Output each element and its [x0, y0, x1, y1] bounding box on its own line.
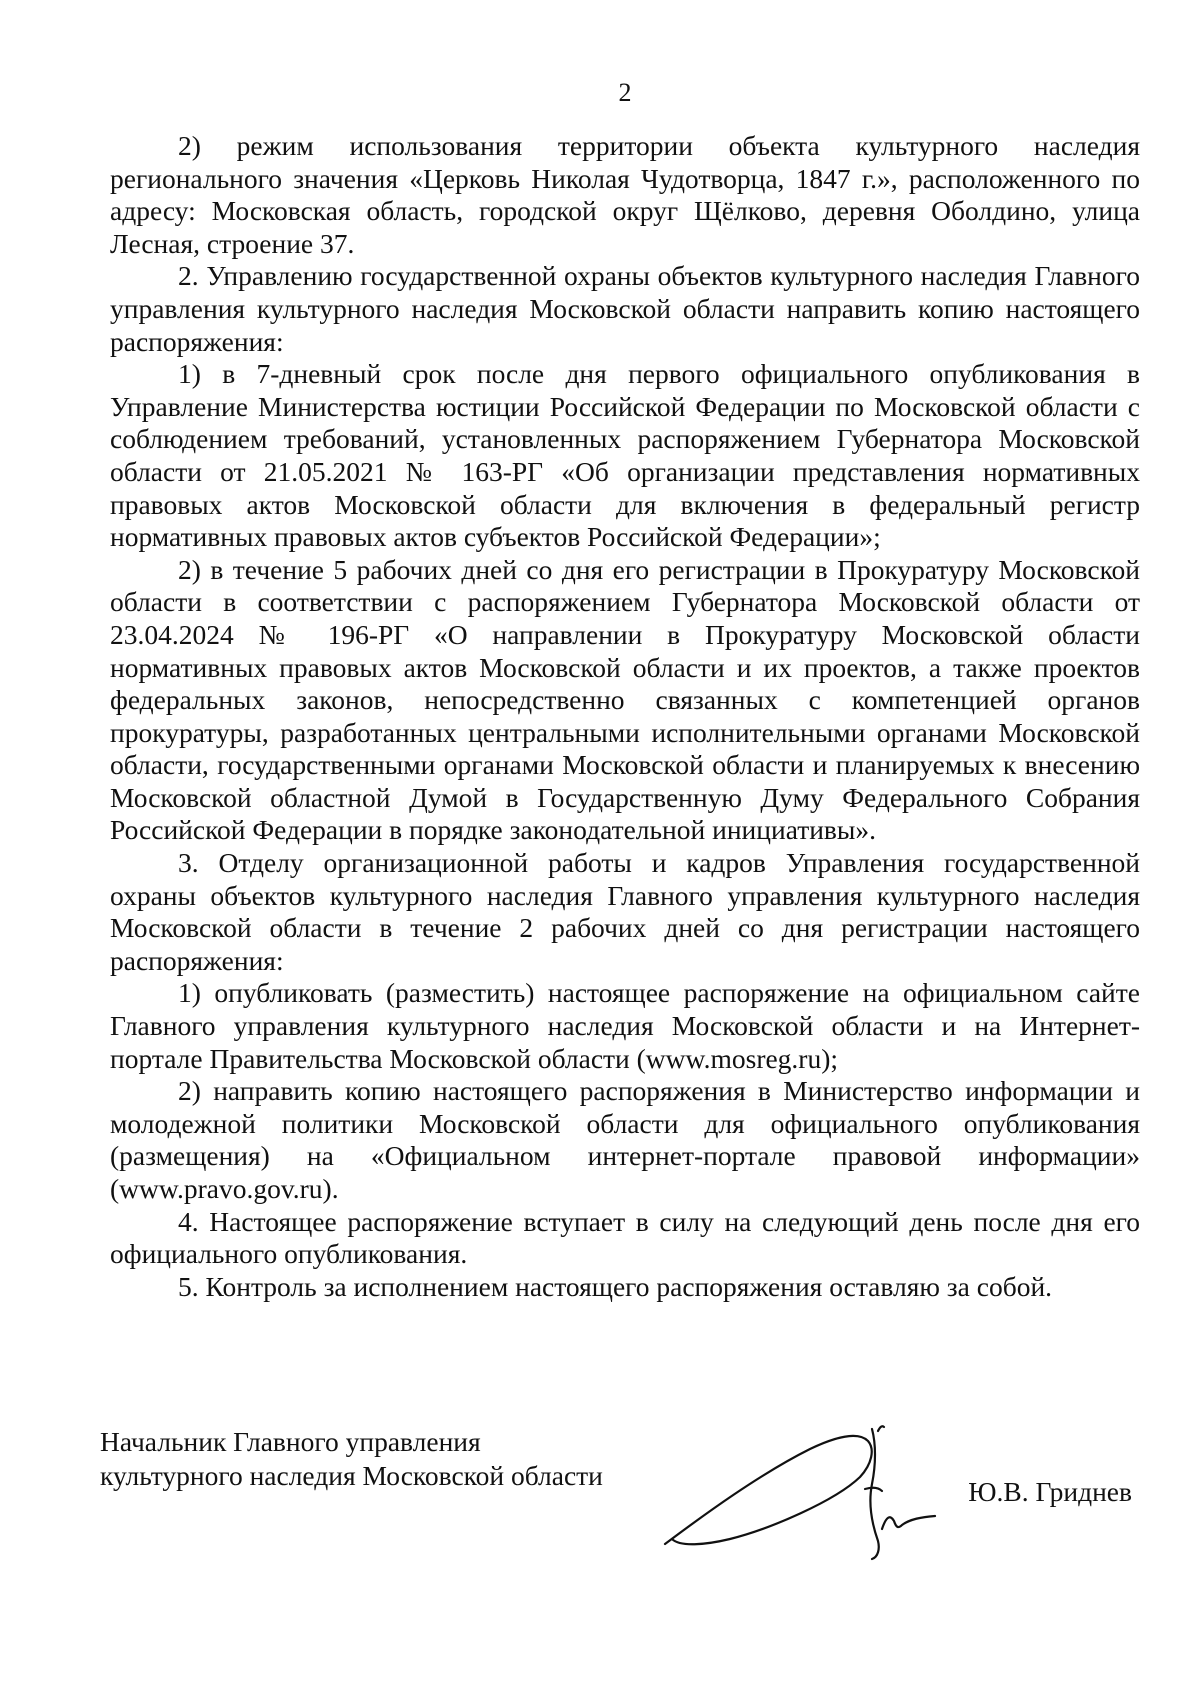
paragraph-item-4: 4. Настоящее распоряжение вступает в силу на следующий день после дня его официального опубликования. — [110, 1205, 1140, 1270]
handwritten-signature-icon — [610, 1419, 940, 1569]
page-number: 2 — [618, 78, 632, 107]
paragraph-item-3-subitem-2: 2) направить копию настоящего распоряжения в Министерство информации и молодежной политики Московской области для официального опубликования (размещения) на «Официальном интернет-портале правовой информации» (www.pravo.gov.ru). — [110, 1075, 1140, 1204]
signer-name: Ю.В. Гриднев — [968, 1476, 1132, 1507]
paragraph-item-2-subitem-1: 1) в 7-дневный срок после дня первого официального опубликования в Управление Министерства юстиции Российской Федерации по Московской области с соблюдением требований, установленных распоряжением Губернатора Московской области от 21.05.2021 № 163-РГ «Об организации представления нормативных правовых актов Московской области для включения в федеральный регистр нормативных правовых актов субъектов Российской Федерации»; — [110, 358, 1140, 553]
paragraph-item-3-subitem-1: 1) опубликовать (разместить) настоящее распоряжение на официальном сайте Главного управления культурного наследия Московской области и на Интернет-портале Правительства Московской области (www.mosreg.ru); — [110, 977, 1140, 1074]
paragraph-item-2: 2. Управлению государственной охраны объектов культурного наследия Главного управления культурного наследия Московской области направить копию настоящего распоряжения: — [110, 260, 1140, 357]
signature-block — [100, 1425, 1140, 1575]
paragraph-subitem-2-regime: 2) режим использования территории объекта культурного наследия регионального значения «Церковь Николая Чудотворца, 1847 г.», расположенного по адресу: Московская область, городской округ Щёлково, деревня Оболдино, улица Лесная, строение 37. — [110, 130, 1140, 259]
signer-title-line-1: Начальник Главного управления — [100, 1426, 481, 1457]
paragraph-item-2-subitem-2: 2) в течение 5 рабочих дней со дня его регистрации в Прокуратуру Московской области в соответствии с распоряжением Губернатора Московской области от 23.04.2024 № 196-РГ «О направлении в Прокуратуру Московской области нормативных правовых актов Московской области и их проектов, а также проектов федеральных законов, непосредственно связанных с компетенцией органов прокуратуры, разработанных центральными исполнительными органами Московской области, государственными органами Московской области и планируемых к внесению Московской областной Думой в Государственную Думу Федерального Собрания Российской Федерации в порядке законодательной инициативы». — [110, 553, 1140, 846]
paragraph-item-3: 3. Отделу организационной работы и кадров Управления государственной охраны объектов культурного наследия Главного управления культурного наследия Московской области в течение 2 рабочих дней со дня регистрации настоящего распоряжения: — [110, 847, 1140, 976]
signer-title — [100, 1425, 603, 1493]
paragraph-item-5: 5. Контроль за исполнением настоящего распоряжения оставляю за собой. — [178, 1270, 1053, 1302]
document-body — [110, 130, 1140, 1303]
signer-title-line-2: культурного наследия Московской области — [100, 1460, 603, 1491]
